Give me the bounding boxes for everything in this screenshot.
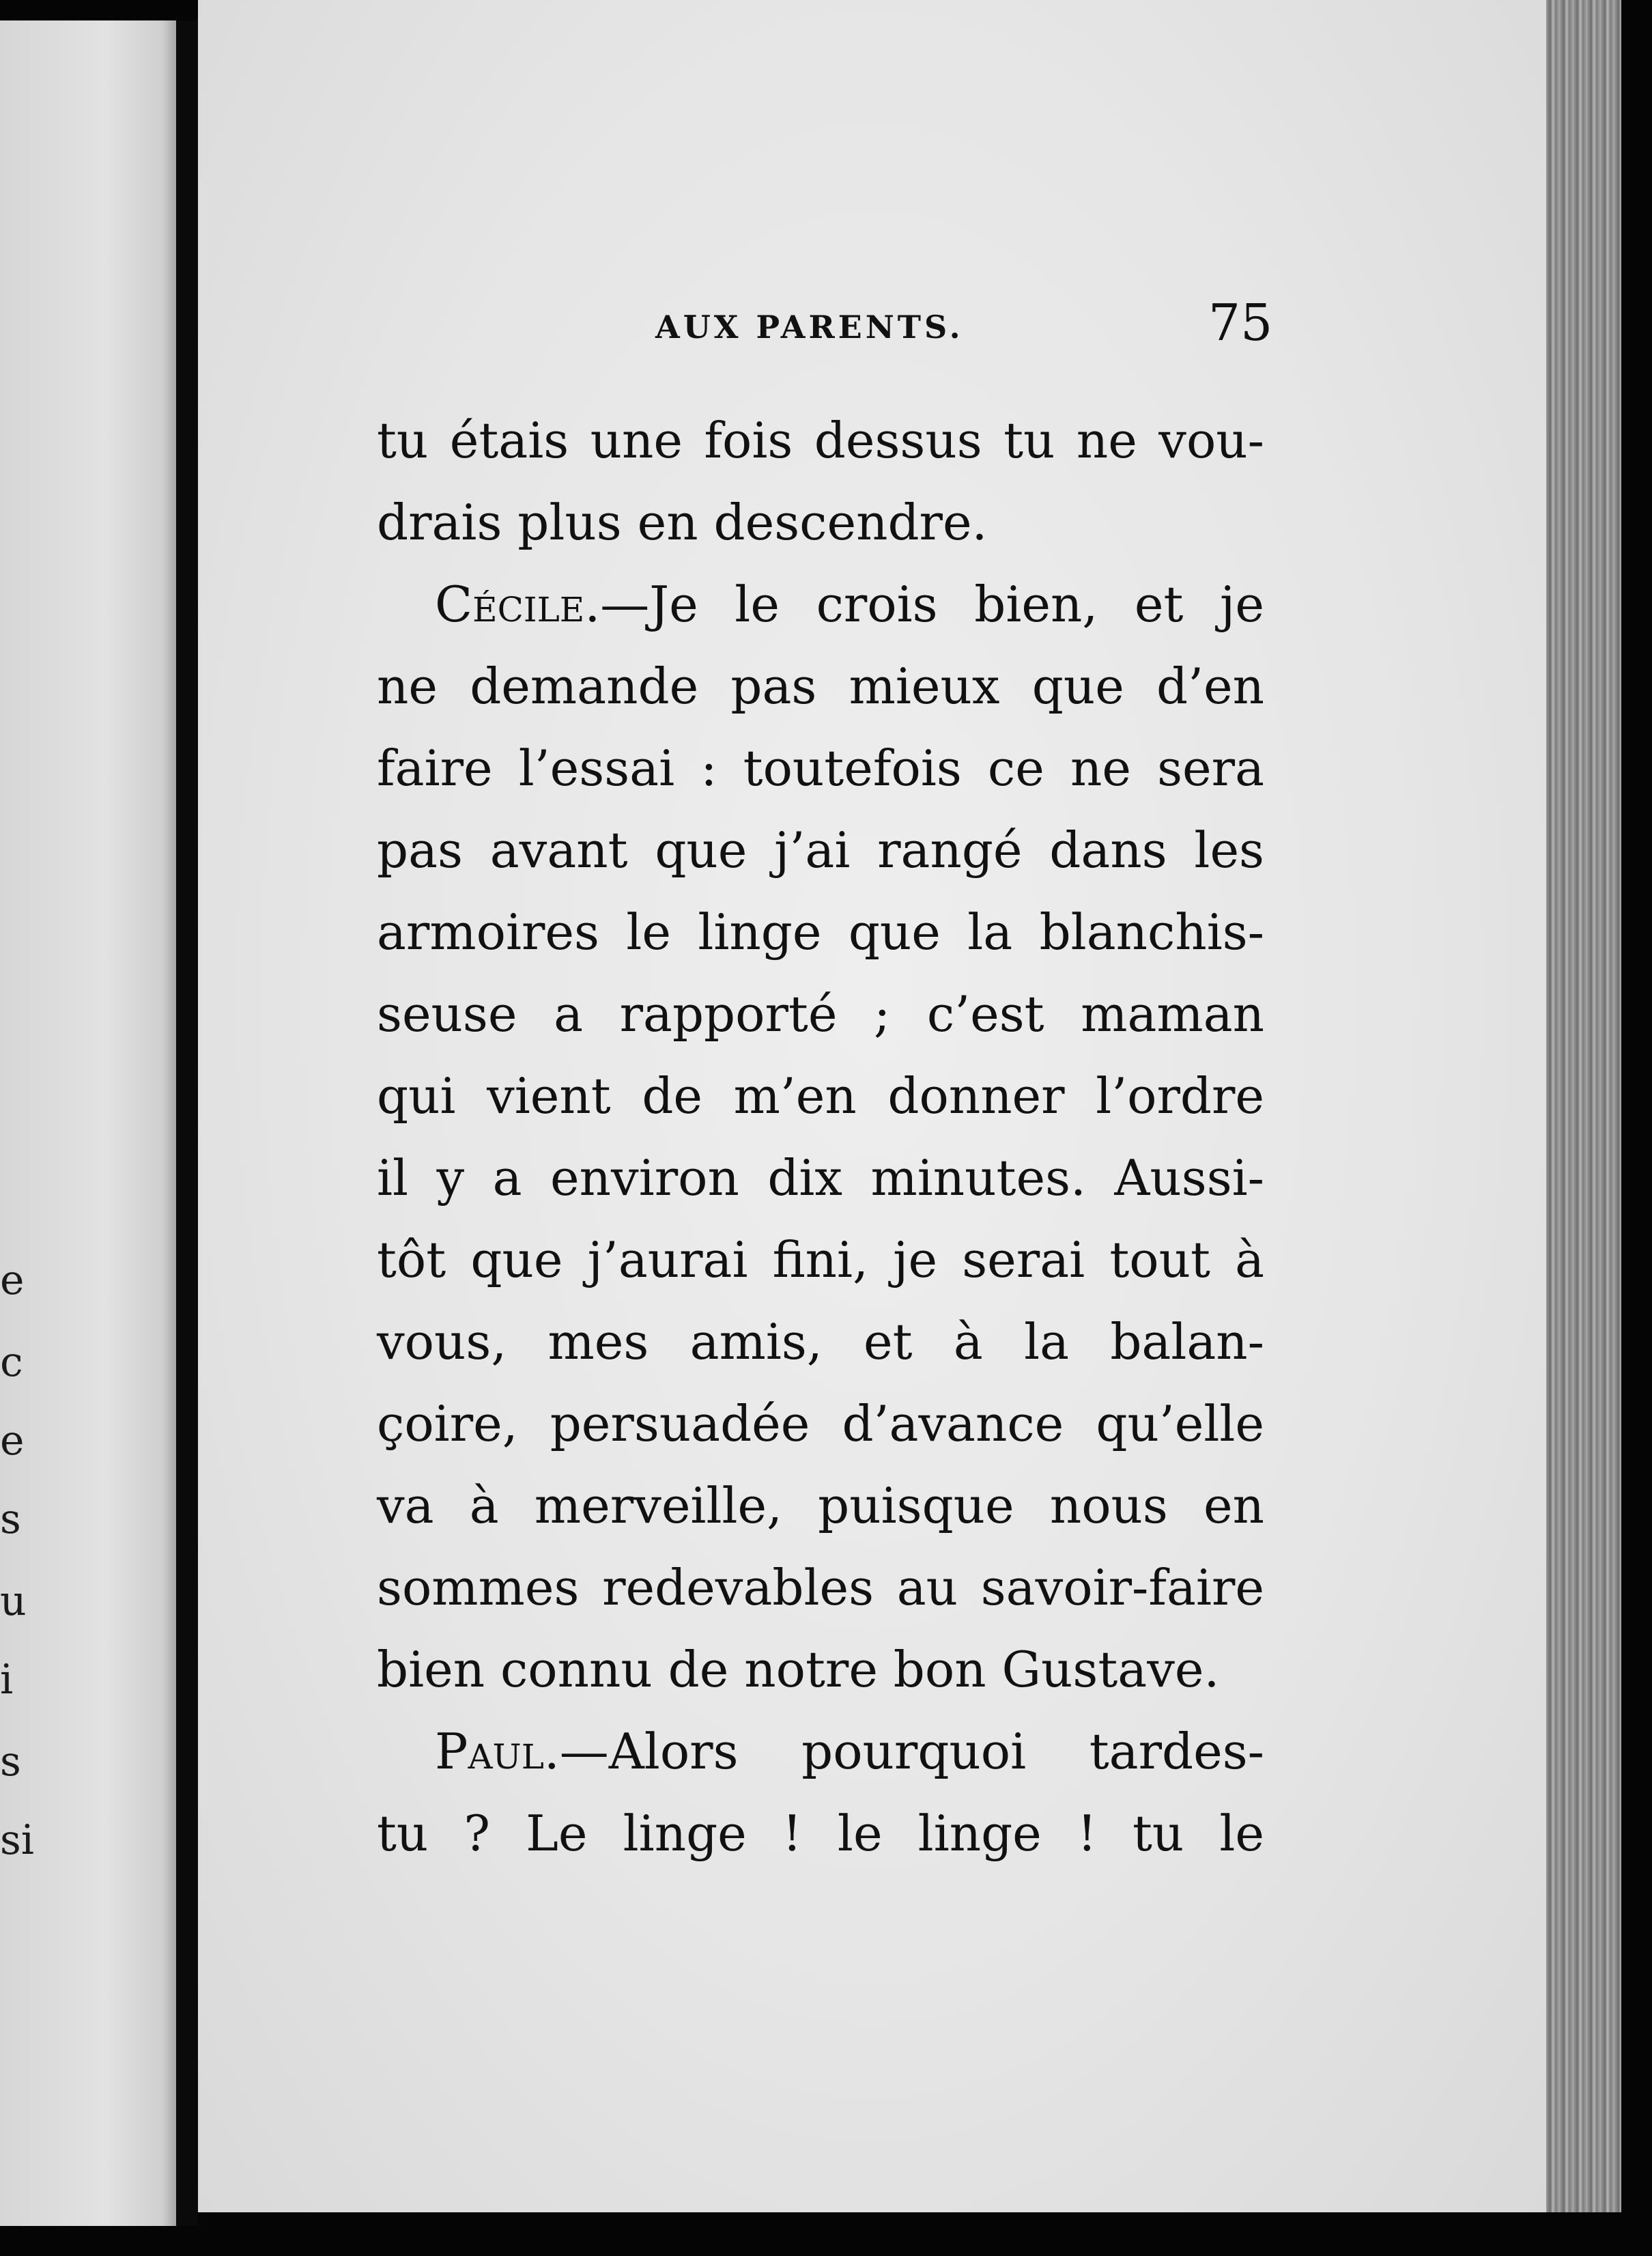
facing-page-fragment: e [0, 1256, 25, 1304]
running-head: AUX PARENTS. [655, 309, 964, 346]
text-line: pas avant que j’ai rangé dans les [377, 821, 1264, 879]
text-line [377, 563, 1264, 645]
page-number: 75 [1208, 294, 1273, 352]
text-line: bien connu de notre bon Gustave. [377, 1641, 1220, 1698]
facing-page-fragment: si [0, 1816, 34, 1864]
facing-page-fragment: s [0, 1738, 21, 1786]
text-line: seuse a rapporté ; c’est maman [377, 985, 1264, 1043]
text-line: tôt que j’aurai fini, je serai tout à [377, 1231, 1264, 1288]
page-edges [1546, 0, 1621, 2212]
facing-page-fragment: s [0, 1495, 21, 1543]
facing-page-fragment: e [0, 1417, 25, 1465]
text-line: il y a environ dix minutes. Aussi- [377, 1149, 1264, 1207]
facing-page-left [0, 20, 176, 2226]
facing-page-fragment: u [0, 1577, 27, 1625]
text-line: tu étais une fois dessus tu ne vou- [377, 412, 1264, 469]
facing-page-fragment: c [0, 1338, 23, 1386]
text-line: armoires le linge que la blanchis- [377, 903, 1264, 961]
text-line: faire l’essai : toutefois ce ne sera [377, 739, 1264, 797]
page-body [377, 399, 1264, 1874]
text-line: ne demande pas mieux que d’en [377, 658, 1264, 715]
facing-page-fragment: i [0, 1656, 14, 1704]
text-line: çoire, persuadée d’avance qu’elle [377, 1395, 1264, 1452]
scan-border [1621, 0, 1652, 2256]
speaker-name: Paul [435, 1723, 544, 1780]
text-line: qui vient de m’en donner l’ordre [377, 1067, 1264, 1125]
text-line [377, 1710, 1264, 1792]
dialogue-text: .—Je le crois bien, et je [584, 576, 1264, 633]
book-gutter [176, 20, 198, 2226]
speaker-name: Cécile [435, 576, 585, 633]
text-line: vous, mes amis, et à la balan- [377, 1313, 1264, 1370]
text-line: va à merveille, puisque nous en [377, 1477, 1264, 1534]
text-line: drais plus en descendre. [377, 494, 988, 551]
dialogue-text: .—Alors pourquoi tardes- [543, 1723, 1264, 1780]
text-line: tu ? Le linge ! le linge ! tu le [377, 1805, 1264, 1862]
text-line: sommes redevables au savoir-faire [377, 1559, 1264, 1616]
